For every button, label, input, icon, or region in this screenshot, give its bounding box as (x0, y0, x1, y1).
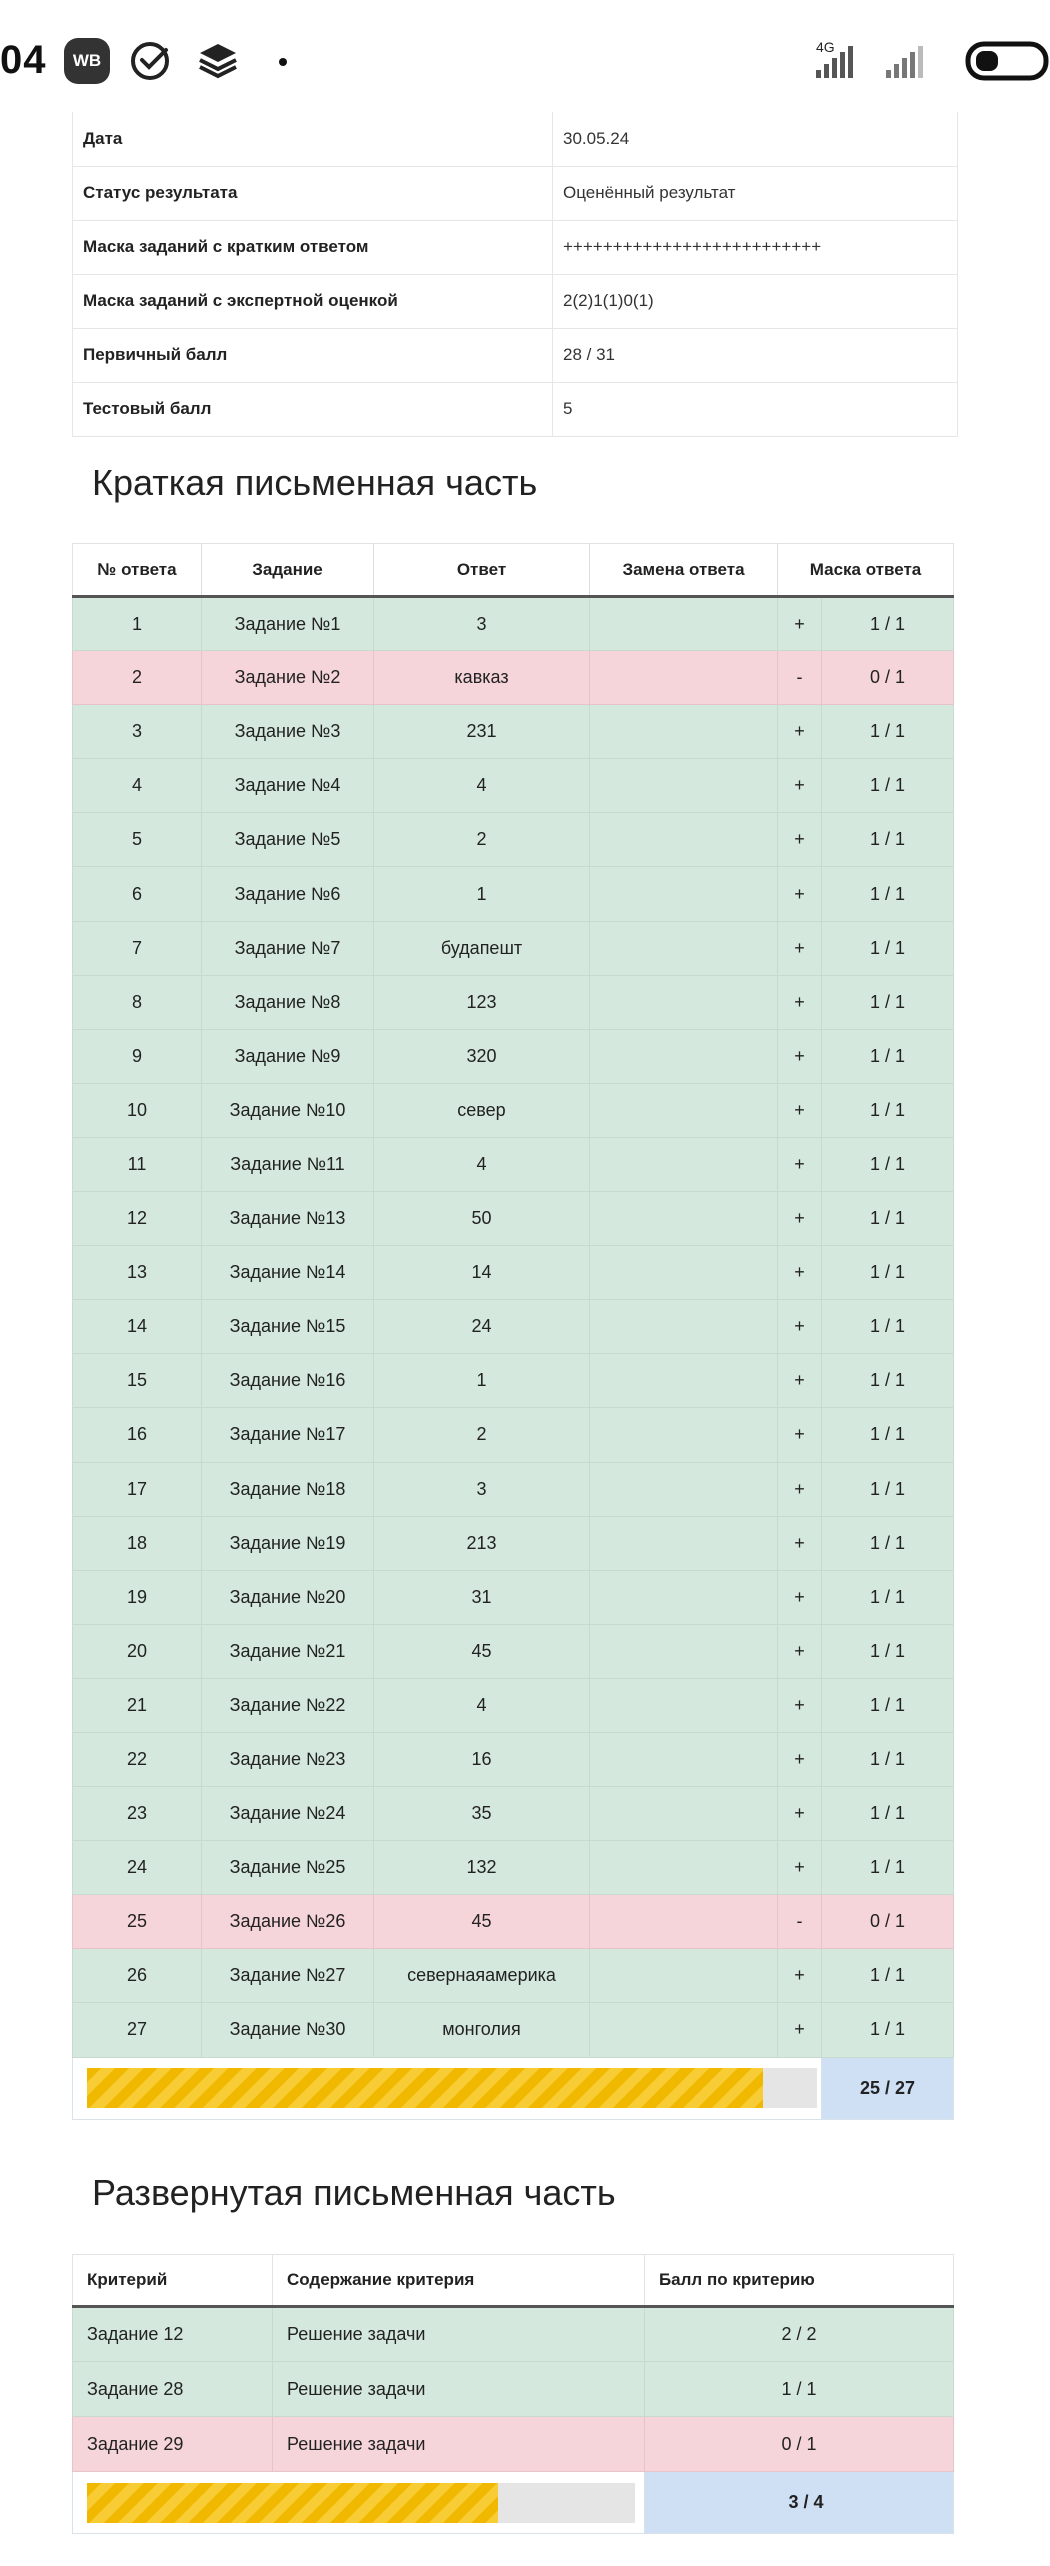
mask-sign: + (778, 867, 822, 921)
table-row (73, 1787, 954, 1841)
answer-value: 2 (374, 813, 590, 867)
answer-replacement (590, 1029, 778, 1083)
mask-sign: + (778, 705, 822, 759)
short-part-progress-bar (87, 2068, 817, 2108)
answer-replacement (590, 1732, 778, 1786)
table-header-row (73, 544, 954, 597)
answer-value: севернаяамерика (374, 1949, 590, 2003)
table-row (73, 759, 954, 813)
expanded-part-title: Развернутая письменная часть (92, 2172, 616, 2213)
answer-num: 5 (73, 813, 202, 867)
info-row (73, 166, 958, 220)
answer-value: 2 (374, 1408, 590, 1462)
task-name: Задание №9 (202, 1029, 374, 1083)
task-name: Задание №30 (202, 2003, 374, 2057)
info-row (73, 382, 958, 436)
table-row (73, 975, 954, 1029)
mask-sign: + (778, 1246, 822, 1300)
status-time: 04 (0, 38, 47, 82)
wb-app-icon: WB (64, 38, 110, 84)
short-part-progress-cell (73, 2057, 822, 2119)
mask-score: 1 / 1 (822, 1841, 954, 1895)
task-name: Задание №13 (202, 1192, 374, 1246)
table-row (73, 1570, 954, 1624)
answer-value: 16 (374, 1732, 590, 1786)
task-name: Задание №6 (202, 867, 374, 921)
answer-replacement (590, 651, 778, 705)
short-part-progress-fill (87, 2068, 763, 2108)
table-row (73, 1462, 954, 1516)
mask-score: 1 / 1 (822, 1083, 954, 1137)
mask-sign: + (778, 1732, 822, 1786)
table-row (73, 1246, 954, 1300)
task-name: Задание №27 (202, 1949, 374, 2003)
table-row (73, 705, 954, 759)
answer-replacement (590, 1624, 778, 1678)
mask-score: 1 / 1 (822, 1787, 954, 1841)
task-name: Задание №2 (202, 651, 374, 705)
info-label: Маска заданий с кратким ответом (73, 220, 553, 274)
answer-num: 17 (73, 1462, 202, 1516)
mask-sign: + (778, 1083, 822, 1137)
answer-num: 8 (73, 975, 202, 1029)
answer-value: север (374, 1083, 590, 1137)
mask-sign: + (778, 1678, 822, 1732)
answer-num: 2 (73, 651, 202, 705)
mask-score: 1 / 1 (822, 1624, 954, 1678)
answer-replacement (590, 1083, 778, 1137)
mask-score: 1 / 1 (822, 1137, 954, 1191)
answer-replacement (590, 1354, 778, 1408)
mask-score: 1 / 1 (822, 1570, 954, 1624)
table-row (73, 2003, 954, 2057)
mask-sign: + (778, 1462, 822, 1516)
criteria-table (72, 2254, 954, 2534)
mask-score: 1 / 1 (822, 867, 954, 921)
table-row (73, 1083, 954, 1137)
mask-score: 1 / 1 (822, 1678, 954, 1732)
mask-score: 1 / 1 (822, 759, 954, 813)
mask-sign: + (778, 1029, 822, 1083)
table-row (73, 2417, 954, 2472)
answer-value: 123 (374, 975, 590, 1029)
answer-value: 213 (374, 1516, 590, 1570)
answer-value: 132 (374, 1841, 590, 1895)
answer-num: 11 (73, 1137, 202, 1191)
mask-sign: + (778, 2003, 822, 2057)
info-label: Тестовый балл (73, 382, 553, 436)
answer-replacement (590, 1895, 778, 1949)
task-name: Задание №3 (202, 705, 374, 759)
answer-value: 1 (374, 1354, 590, 1408)
mask-score: 1 / 1 (822, 1354, 954, 1408)
expanded-part-total: 3 / 4 (644, 2472, 953, 2534)
table-row (73, 1029, 954, 1083)
task-name: Задание №11 (202, 1137, 374, 1191)
col-header-num: № ответа (73, 544, 202, 597)
answer-replacement (590, 813, 778, 867)
criterion-content: Решение задачи (272, 2417, 644, 2472)
answer-num: 19 (73, 1570, 202, 1624)
answer-value: 3 (374, 1462, 590, 1516)
answer-num: 21 (73, 1678, 202, 1732)
mask-sign: + (778, 759, 822, 813)
table-row (73, 921, 954, 975)
table-row (73, 1949, 954, 2003)
mask-sign: + (778, 1354, 822, 1408)
col-header-task: Задание (202, 544, 374, 597)
mask-score: 0 / 1 (822, 651, 954, 705)
answer-replacement (590, 1949, 778, 2003)
answer-replacement (590, 2003, 778, 2057)
mask-score: 1 / 1 (822, 1246, 954, 1300)
answer-num: 23 (73, 1787, 202, 1841)
mask-sign: + (778, 1300, 822, 1354)
expanded-part-progress-fill (87, 2483, 498, 2523)
answer-num: 12 (73, 1192, 202, 1246)
answer-value: 1 (374, 867, 590, 921)
mask-sign: - (778, 651, 822, 705)
short-answers-table (72, 543, 954, 2120)
mask-score: 0 / 1 (822, 1895, 954, 1949)
table-row (73, 1408, 954, 1462)
table-row (73, 1300, 954, 1354)
answer-num: 27 (73, 2003, 202, 2057)
check-circle-icon (128, 38, 174, 89)
task-name: Задание №1 (202, 597, 374, 651)
task-name: Задание №10 (202, 1083, 374, 1137)
info-value: 30.05.24 (553, 112, 958, 166)
svg-text:4G: 4G (816, 39, 835, 55)
mask-sign: + (778, 1192, 822, 1246)
status-bar (0, 0, 1050, 120)
info-label: Дата (73, 112, 553, 166)
criterion-content: Решение задачи (272, 2362, 644, 2417)
task-name: Задание №21 (202, 1624, 374, 1678)
answer-replacement (590, 867, 778, 921)
mask-score: 1 / 1 (822, 1029, 954, 1083)
task-name: Задание №15 (202, 1300, 374, 1354)
expanded-part-progress-cell (73, 2472, 645, 2534)
answer-num: 10 (73, 1083, 202, 1137)
info-label: Маска заданий с экспертной оценкой (73, 274, 553, 328)
signal-icon (810, 36, 1050, 84)
answer-replacement (590, 1570, 778, 1624)
task-name: Задание №16 (202, 1354, 374, 1408)
mask-score: 1 / 1 (822, 1949, 954, 2003)
answer-num: 20 (73, 1624, 202, 1678)
mask-score: 1 / 1 (822, 921, 954, 975)
answer-num: 13 (73, 1246, 202, 1300)
mask-sign: + (778, 1624, 822, 1678)
answer-value: 3 (374, 597, 590, 651)
col-header-replace: Замена ответа (590, 544, 778, 597)
table-row (73, 1192, 954, 1246)
answer-replacement (590, 1192, 778, 1246)
table-row (73, 1732, 954, 1786)
criterion-name: Задание 12 (73, 2307, 273, 2362)
task-name: Задание №23 (202, 1732, 374, 1786)
criterion-score: 1 / 1 (644, 2362, 953, 2417)
info-row (73, 220, 958, 274)
answer-value: 4 (374, 759, 590, 813)
mask-sign: + (778, 1787, 822, 1841)
answer-num: 9 (73, 1029, 202, 1083)
answer-num: 24 (73, 1841, 202, 1895)
answer-value: 31 (374, 1570, 590, 1624)
col-header-score: Балл по критерию (644, 2255, 953, 2307)
answer-num: 15 (73, 1354, 202, 1408)
answer-value: 35 (374, 1787, 590, 1841)
mask-score: 1 / 1 (822, 1408, 954, 1462)
table-row (73, 1354, 954, 1408)
answer-value: кавказ (374, 651, 590, 705)
answer-value: будапешт (374, 921, 590, 975)
layers-icon (196, 38, 240, 89)
col-header-content: Содержание критерия (272, 2255, 644, 2307)
task-name: Задание №8 (202, 975, 374, 1029)
answer-replacement (590, 1678, 778, 1732)
short-part-title: Краткая письменная часть (92, 462, 538, 503)
answer-num: 7 (73, 921, 202, 975)
short-part-total: 25 / 27 (822, 2057, 954, 2119)
answer-num: 6 (73, 867, 202, 921)
mask-sign: + (778, 1949, 822, 2003)
answer-num: 1 (73, 597, 202, 651)
table-row (73, 2362, 954, 2417)
task-name: Задание №17 (202, 1408, 374, 1462)
criterion-score: 2 / 2 (644, 2307, 953, 2362)
answer-value: 50 (374, 1192, 590, 1246)
mask-sign: + (778, 921, 822, 975)
mask-sign: + (778, 975, 822, 1029)
mask-sign: + (778, 1570, 822, 1624)
expanded-part-progress-bar (87, 2483, 635, 2523)
answer-value: 320 (374, 1029, 590, 1083)
answer-replacement (590, 1462, 778, 1516)
info-row (73, 112, 958, 166)
mask-sign: + (778, 597, 822, 651)
answer-replacement (590, 1246, 778, 1300)
answer-replacement (590, 1137, 778, 1191)
mask-score: 1 / 1 (822, 1192, 954, 1246)
answer-value: 14 (374, 1246, 590, 1300)
info-label: Первичный балл (73, 328, 553, 382)
col-header-answer: Ответ (374, 544, 590, 597)
mask-score: 1 / 1 (822, 1732, 954, 1786)
info-value: 2(2)1(1)0(1) (553, 274, 958, 328)
answer-replacement (590, 705, 778, 759)
answer-replacement (590, 759, 778, 813)
task-name: Задание №26 (202, 1895, 374, 1949)
short-part-total-row (73, 2057, 954, 2119)
answer-replacement (590, 975, 778, 1029)
task-name: Задание №19 (202, 1516, 374, 1570)
task-name: Задание №20 (202, 1570, 374, 1624)
mask-score: 1 / 1 (822, 975, 954, 1029)
answer-num: 22 (73, 1732, 202, 1786)
answer-replacement (590, 1516, 778, 1570)
table-row (73, 597, 954, 651)
answer-value: 4 (374, 1137, 590, 1191)
table-row (73, 651, 954, 705)
info-label: Статус результата (73, 166, 553, 220)
col-header-criterion: Критерий (73, 2255, 273, 2307)
table-row (73, 813, 954, 867)
table-row (73, 1624, 954, 1678)
answer-replacement (590, 1408, 778, 1462)
result-info-table (72, 112, 958, 437)
criterion-score: 0 / 1 (644, 2417, 953, 2472)
answer-num: 4 (73, 759, 202, 813)
criterion-name: Задание 28 (73, 2362, 273, 2417)
task-name: Задание №24 (202, 1787, 374, 1841)
dot-icon (279, 58, 287, 66)
info-value: Оценённый результат (553, 166, 958, 220)
answer-value: 45 (374, 1624, 590, 1678)
mask-sign: + (778, 1841, 822, 1895)
mask-score: 1 / 1 (822, 1300, 954, 1354)
mask-score: 1 / 1 (822, 1462, 954, 1516)
task-name: Задание №22 (202, 1678, 374, 1732)
table-row (73, 1137, 954, 1191)
answer-replacement (590, 921, 778, 975)
answer-value: 45 (374, 1895, 590, 1949)
answer-replacement (590, 1841, 778, 1895)
task-name: Задание №5 (202, 813, 374, 867)
mask-score: 1 / 1 (822, 2003, 954, 2057)
info-row (73, 328, 958, 382)
mask-score: 1 / 1 (822, 1516, 954, 1570)
answer-replacement (590, 597, 778, 651)
info-value: 28 / 31 (553, 328, 958, 382)
criterion-name: Задание 29 (73, 2417, 273, 2472)
answer-value: 231 (374, 705, 590, 759)
task-name: Задание №14 (202, 1246, 374, 1300)
info-row (73, 274, 958, 328)
answer-replacement (590, 1787, 778, 1841)
info-value: 5 (553, 382, 958, 436)
table-row (73, 2307, 954, 2362)
table-row (73, 1895, 954, 1949)
mask-sign: + (778, 1408, 822, 1462)
table-row (73, 867, 954, 921)
table-header-row (73, 2255, 954, 2307)
answer-value: монголия (374, 2003, 590, 2057)
task-name: Задание №18 (202, 1462, 374, 1516)
table-row (73, 1841, 954, 1895)
answer-num: 25 (73, 1895, 202, 1949)
answer-num: 26 (73, 1949, 202, 2003)
table-row (73, 1516, 954, 1570)
answer-replacement (590, 1300, 778, 1354)
status-right (810, 36, 1050, 89)
table-row (73, 1678, 954, 1732)
mask-score: 1 / 1 (822, 705, 954, 759)
mask-sign: + (778, 1516, 822, 1570)
answer-num: 3 (73, 705, 202, 759)
mask-sign: + (778, 813, 822, 867)
info-value: ++++++++++++++++++++++++++ (553, 220, 958, 274)
mask-score: 1 / 1 (822, 597, 954, 651)
answer-num: 18 (73, 1516, 202, 1570)
mask-score: 1 / 1 (822, 813, 954, 867)
criterion-content: Решение задачи (272, 2307, 644, 2362)
task-name: Задание №25 (202, 1841, 374, 1895)
mask-sign: + (778, 1137, 822, 1191)
answer-num: 16 (73, 1408, 202, 1462)
answer-value: 4 (374, 1678, 590, 1732)
expanded-part-total-row (73, 2472, 954, 2534)
task-name: Задание №4 (202, 759, 374, 813)
task-name: Задание №7 (202, 921, 374, 975)
col-header-mask: Маска ответа (778, 544, 954, 597)
answer-num: 14 (73, 1300, 202, 1354)
answer-value: 24 (374, 1300, 590, 1354)
mask-sign: - (778, 1895, 822, 1949)
